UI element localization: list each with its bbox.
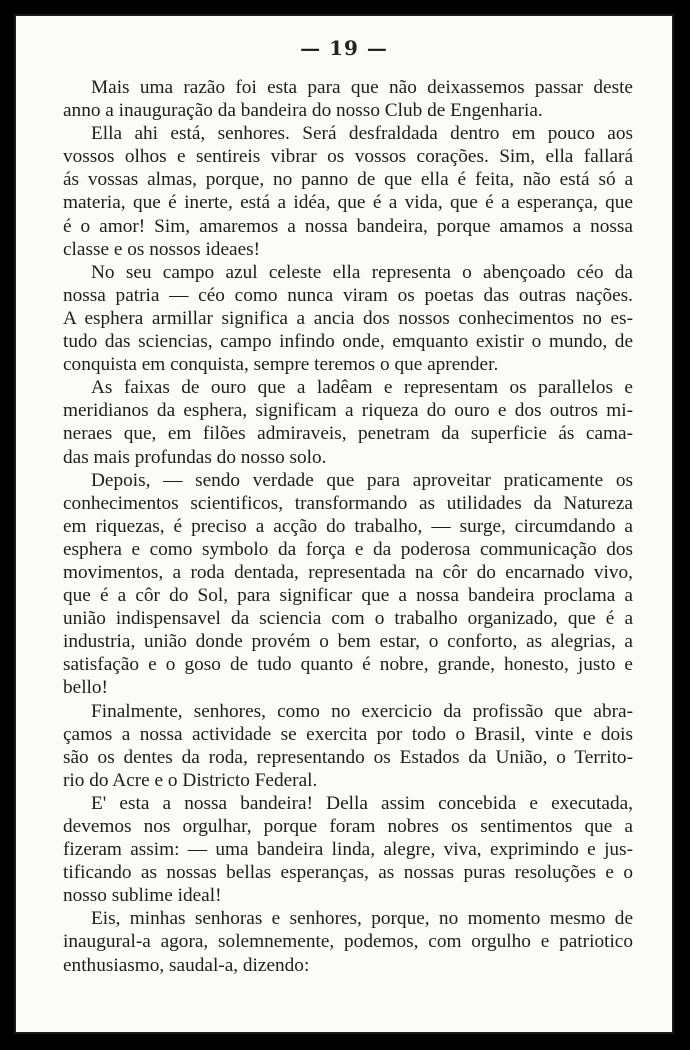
text-line: As faixas de ouro que a ladêam e representam os parallelos e	[91, 377, 633, 399]
paragraph	[63, 907, 633, 976]
text-line: movimentos, a roda dentada, representada na côr do encarnado vivo,	[63, 561, 633, 583]
paragraph	[63, 700, 633, 792]
text-line: conquista em conquista, sempre teremos o que aprender.	[63, 354, 499, 376]
body-text	[63, 76, 633, 977]
text-line: fizeram assim: — uma bandeira linda, alegre, viva, exprimindo e jus-	[63, 839, 633, 861]
text-line: Finalmente, senhores, como no exercicio da profissão que abra-	[91, 700, 633, 722]
text-line: materia, que é inerte, está a idéa, que é a vida, que é a esperança, que	[63, 192, 633, 214]
text-line: A esphera armillar significa a ancia dos nossos conhecimentos no es-	[63, 307, 633, 329]
text-line: conhecimentos scientificos, transformando as utilidades da Natureza	[63, 492, 633, 514]
paragraph	[63, 792, 633, 907]
text-line: neraes que, em filões admiraveis, penetram da superficie ás cama-	[63, 423, 633, 445]
text-line: No seu campo azul celeste ella representa o abençoado céo da	[91, 261, 633, 283]
text-line: das mais profundas do nosso solo.	[63, 446, 327, 468]
text-line: Depois, — sendo verdade que para aproveitar praticamente os	[91, 469, 633, 491]
text-line: anno a inauguração da bandeira do nosso Club de Engenharia.	[63, 100, 543, 122]
text-line: união indispensavel da sciencia com o trabalho organizado, que é a	[63, 608, 633, 630]
text-line: enthusiasmo, saudal-a, dizendo:	[63, 954, 310, 976]
text-line: Eis, minhas senhoras e senhores, porque, no momento mesmo de	[91, 908, 633, 930]
text-line: em riquezas, é preciso a acção do trabalho, — surge, circumdando a	[63, 515, 633, 537]
text-line: E' esta a nossa bandeira! Della assim concebida e executada,	[91, 792, 633, 814]
page-number: — 19 —	[300, 36, 388, 60]
text-line: ás vossas almas, porque, no panno de que ella é feita, não está só a	[63, 169, 633, 191]
text-line: Mais uma razão foi esta para que não deixassemos passar deste	[91, 77, 633, 98]
text-line: esphera e como symbolo da força e da poderosa communicação dos	[63, 538, 633, 560]
text-line: vossos olhos e sentireis vibrar os vossos corações. Sim, ella fallará	[63, 146, 633, 168]
text-line: satisfação e o goso de tudo quanto é nobre, grande, honesto, justo e	[63, 654, 633, 676]
text-line: tudo das sciencias, campo infindo onde, emquanto existir o mundo, de	[63, 331, 633, 353]
text-line: meridianos da esphera, significam a riqueza do ouro e dos outros mi-	[63, 400, 633, 422]
paragraph	[63, 261, 633, 376]
text-line: é o amor! Sim, amaremos a nossa bandeira, porque amamos a nossa	[63, 215, 633, 237]
book-page	[14, 14, 674, 1034]
text-line: Ella ahi está, senhores. Será desfraldada dentro em pouco aos	[91, 123, 633, 145]
text-line: çamos a nossa actividade se exercita por todo o Brasil, vinte e dois	[63, 723, 633, 745]
text-line: devemos nos orgulhar, porque foram nobres os sentimentos que a	[63, 816, 633, 837]
text-line: classe e os nossos ideaes!	[63, 238, 261, 260]
text-line: que é a côr do Sol, para significar que a nossa bandeira proclama a	[63, 585, 633, 607]
text-line: são os dentes da roda, representando os Estados da União, o Territo-	[63, 746, 633, 768]
text-line: nosso sublime ideal!	[63, 885, 222, 907]
text-line: industria, união donde provém o bem estar, o conforto, as alegrias, a	[63, 631, 633, 653]
paragraph	[63, 376, 633, 468]
paragraph	[63, 469, 633, 700]
text-line: nossa patria — céo como nunca viram os poetas das outras nações.	[63, 284, 633, 306]
text-line: tificando as nossas bellas esperanças, as nossas puras resoluções e o	[63, 862, 633, 884]
paragraph	[63, 122, 633, 261]
paragraph	[63, 76, 633, 122]
text-line: inaugural-a agora, solemnemente, podemos, com orgulho e patriotico	[63, 931, 633, 953]
text-line: rio do Acre e o Districto Federal.	[63, 769, 318, 791]
text-line: bello!	[63, 677, 108, 699]
